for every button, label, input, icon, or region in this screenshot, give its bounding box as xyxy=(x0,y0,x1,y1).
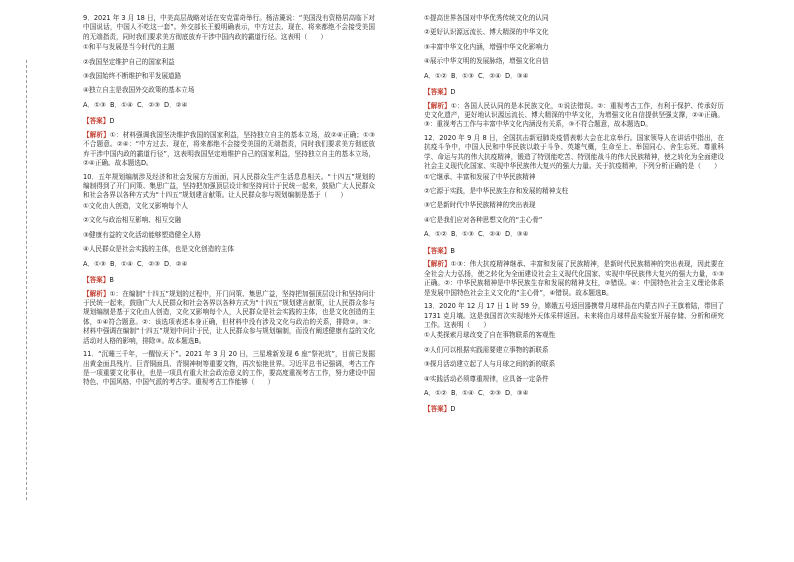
explanation-paragraph xyxy=(424,260,724,298)
answer-choices-row xyxy=(424,389,724,398)
answer-choice: B．①④ xyxy=(110,100,133,109)
explanation-paragraph xyxy=(424,102,724,130)
answer-choices-row xyxy=(424,230,724,239)
paragraph-text: ③健康有益的文化活动能够塑造健全人格 xyxy=(83,230,202,239)
paragraph-text: ④独立自主是我国外交政策的基本立场 xyxy=(83,86,195,95)
option-item xyxy=(424,14,724,23)
answer-choice: D．③④ xyxy=(505,388,529,397)
paragraph-text: ③探月活动建立起了人与月球之间的新的联系 xyxy=(424,360,556,369)
paragraph-text: D xyxy=(450,405,456,414)
paragraph-text: 9．2021 年 3 月 18 日，中美高层战略对话在安克雷奇举行。杨洁篪说：“美国没有资格居高临下对中国说话，中国人不吃这一套”。外交部长王毅明确表示，中方过去、现在、将来都绝不会接受美国的无端指责，同时我们要求美方彻底放弃干涉中国内政的霸道行径。这表明（ ） xyxy=(83,14,375,41)
paragraph-text: ①：材料强调我国坚决维护我国的国家利益，坚持独立自主的基本立场，故②④正确；①③不合题意。②④：“中方过去、现在，将来都绝不会接受美国的无端指责，同时我们要求美方彻底放弃干涉中国内政的霸道行径”，这表明我国坚定地维护自己的国家利益，坚持独立自主的基本立场，②④正确。故本题选D。 xyxy=(83,130,376,168)
question-stem xyxy=(83,14,375,42)
paragraph-text: ④展示中华文明的发展脉络，增强文化自信 xyxy=(424,57,549,66)
answer-choice: A．①② xyxy=(424,230,447,239)
option-item xyxy=(424,43,724,52)
option-item xyxy=(83,58,375,67)
answer-choice: B．①③ xyxy=(451,230,474,239)
option-item xyxy=(424,216,724,225)
answer-choice: B．①④ xyxy=(110,259,133,268)
paragraph-text: ③丰富中华文化内涵，增强中华文化影响力 xyxy=(424,42,549,51)
explanation-paragraph xyxy=(83,131,375,169)
paragraph-text: ④实践活动必须尊重规律，应具备一定条件 xyxy=(424,374,549,383)
answer-choice: C．②③ xyxy=(137,259,161,268)
answer-choice: B．①④ xyxy=(451,388,474,397)
option-item xyxy=(424,57,724,66)
answer-choices-row xyxy=(83,260,375,269)
label-tag: 【答案】 xyxy=(83,117,110,126)
label-tag: 【答案】 xyxy=(424,405,451,414)
paragraph-text: ④人民群众是社会实践的主体，也是文化创造的主体 xyxy=(83,245,234,254)
option-item xyxy=(424,173,724,182)
paragraph-text: 13．2020 年 12 月 17 日 1 时 59 分，嫦娥五号返回器携带月球样品在内蒙古四子王旗着陆，带回了 1731 克月壤。这是我国首次实现地外天体采样返回。未来将由月球样品实验室开展存储、分析和研究工作。这表明（ ） xyxy=(424,302,724,329)
paragraph-text: 12．2020 年 9 月 8 日，全国抗击新冠肺炎疫情表彰大会在北京举行。国家领导人在讲话中指出，在抗疫斗争中，中国人民和中华民族以敢于斗争、英雄气概，生命至上、举国同心、舍生忘死、尊重科学、命运与共的伟大抗疫精神，锻造了特别能吃苦、特别能战斗的伟大民族精神，使之转化为全面建设社会主义现代化国家、实现中华民族伟大复兴的强大力量。关于抗疫精神，下列分析正确的是（ ） xyxy=(424,134,724,171)
explanation-paragraph xyxy=(83,290,375,346)
paragraph-text: ①和平与发展是当今时代的主题 xyxy=(83,43,175,52)
right-column xyxy=(424,14,724,419)
question-stem xyxy=(83,173,375,201)
paragraph-text: ①提高世界各国对中华优秀传统文化的认同 xyxy=(424,14,549,22)
paragraph-text: ②更好认识源远流长、博大精深的中华文化 xyxy=(424,28,549,37)
answer-line xyxy=(424,247,724,256)
answer-choices-row xyxy=(424,72,724,81)
label-tag: 【解析】 xyxy=(83,130,110,139)
paragraph-text: B xyxy=(450,246,455,255)
option-item xyxy=(83,231,375,240)
option-item xyxy=(83,43,375,52)
paragraph-text: ②人们可以根据实践需要建立事物的新联系 xyxy=(424,345,549,354)
paragraph-text: 10．五年规划编制涉及经济和社会发展方方面面，同人民群众生产生活息息相关。“十四五”规划的编制得到了开门问策、集思广益，坚持把加强顶层设计和坚持问计于民统一起来，鼓励广大人民群众和社会各界以各种方式为“十四五”规划建言献策。让人民群众参与规划编制是基于（ ） xyxy=(83,172,375,200)
option-item xyxy=(424,346,724,355)
option-item xyxy=(83,216,375,225)
paragraph-text: ②文化与政治相互影响、相互交融 xyxy=(83,216,182,225)
label-tag: 【解析】 xyxy=(424,260,451,269)
paragraph-text: ①：各国人民认同的是本民族文化，①说法错误。②：重视考古工作，有利于保护、传承好历史文化遗产，更好地认识源远流长、博大精深的中华文化，为增强文化自信提供坚强支撑，②④正确。③：重视考古工作与丰富中华文化内涵没有关系，③不符合题意，故本题选D。 xyxy=(424,101,724,129)
label-tag: 【答案】 xyxy=(424,246,451,255)
paragraph-text: ①：在编制“十四五”规划的过程中，开门问策、集思广益，坚持把加强顶层设计和坚持问计于民统一起来，鼓励广大人民群众和社会各界以各种方式为“十四五”规划建言献策，让人民群众参与规划编制是基于文化由人创造，文化又影响每个人，人民群众是社会实践的主体，也是文化创造的主体，①④符合题意。②：该选项表述本身正确，但材料中没有涉及文化与政治的关系，排除②。③：材料中强调在编制“十四五”规划中问计于民，让人民群众参与规划编制，而没有阐述健康有益的文化活动对人格的影响，排除③。故本题选B。 xyxy=(83,289,375,345)
left-column xyxy=(83,14,375,389)
paragraph-text: ②它源于实践，是中华民族生存和发展的精神支柱 xyxy=(424,187,569,196)
option-item xyxy=(424,201,724,210)
answer-choice: D．②④ xyxy=(164,259,188,268)
option-item xyxy=(424,331,724,340)
answer-choice: A．①② xyxy=(424,71,447,80)
option-item xyxy=(424,28,724,37)
binding-gutter xyxy=(10,60,27,500)
paragraph-text: ①人类探索月球改变了自在事物联系的客观性 xyxy=(424,331,556,340)
question-stem xyxy=(83,350,375,388)
answer-choice: B．①③ xyxy=(451,71,474,80)
paragraph-text: ①它继承、丰富和发展了中华民族精神 xyxy=(424,172,536,181)
paragraph-text: D xyxy=(450,88,456,97)
answer-choice: D．③④ xyxy=(505,71,529,80)
answer-choice: A．①② xyxy=(424,388,447,397)
answer-line xyxy=(83,276,375,285)
answer-choice: C．②③ xyxy=(478,388,502,397)
answer-line xyxy=(424,405,724,414)
paragraph-text: ④它是我们应对各种思想文化的“主心骨” xyxy=(424,215,543,224)
answer-choice: C．②④ xyxy=(478,230,502,239)
label-tag: 【解析】 xyxy=(83,289,110,298)
answer-line xyxy=(83,117,375,126)
paragraph-text: ①文化由人创造，文化又影响每个人 xyxy=(83,201,188,210)
option-item xyxy=(424,187,724,196)
paragraph-text: B xyxy=(109,275,114,284)
paragraph-text: ②我国坚定维护自己的国家利益 xyxy=(83,57,175,66)
answer-choice: C．②③ xyxy=(137,100,161,109)
label-tag: 【答案】 xyxy=(83,275,110,284)
answer-choice: A．①③ xyxy=(83,259,106,268)
option-item xyxy=(83,86,375,95)
answer-choices-row xyxy=(83,101,375,110)
paragraph-text: ③我国始终不断维护和平发展道路 xyxy=(83,72,182,81)
paragraph-text: ①③：伟大抗疫精神继承、丰富和发展了民族精神，是新时代民族精神的突出表现，因此要在全社会大力弘扬，使之转化为全面建设社会主义现代化国家、实现中华民族伟大复兴的强大力量，①③正确。②：中华民族精神是中华民族生存和发展的精神支柱，②错误。④：中国特色社会主义理论体系是发展中国特色社会主义文化的“主心骨”，④错误。故本题选B。 xyxy=(424,260,724,297)
question-stem xyxy=(424,302,724,330)
option-item xyxy=(83,72,375,81)
question-stem xyxy=(424,134,724,172)
answer-choice: C．②④ xyxy=(478,71,502,80)
paragraph-text: D xyxy=(109,117,115,126)
option-item xyxy=(83,245,375,254)
answer-choice: D．②④ xyxy=(164,100,188,109)
paragraph-text: ③它是新时代中华民族精神的突出表现 xyxy=(424,201,536,210)
option-item xyxy=(424,375,724,384)
label-tag: 【解析】 xyxy=(424,101,451,110)
answer-line xyxy=(424,88,724,97)
label-tag: 【答案】 xyxy=(424,88,451,97)
paragraph-text: 11．“沉睡三千年，一醒惊天下”。2021 年 3 月 20 日，三星堆新发现 6 座“祭祀坑”，目前已发掘出黄金面具残片、巨青铜面具、青铜神树等重要文物，再次惊艳世界。习近平总书记强调，考古工作是一项重要文化事业，也是一项具有重大社会政治意义的工作，要高度重视考古工作，努力建设中国特色、中国风格、中国气派的考古学。重视考古工作能够（ ） xyxy=(83,350,375,387)
answer-choice: D．③④ xyxy=(505,230,529,239)
answer-choice: A．①③ xyxy=(83,100,106,109)
option-item xyxy=(424,360,724,369)
option-item xyxy=(83,202,375,211)
